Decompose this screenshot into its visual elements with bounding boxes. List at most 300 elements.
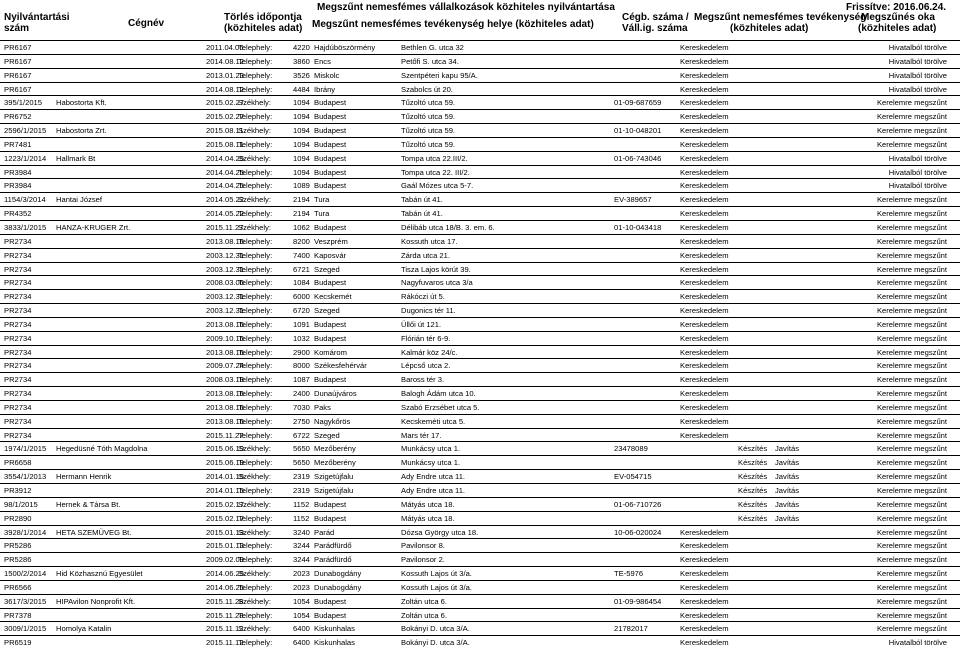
table-row xyxy=(0,358,960,372)
cell-address: Flórián tér 6-9. xyxy=(401,333,451,343)
cell-reason: Kerelemre megszűnt xyxy=(876,430,947,440)
cell-activity: Kereskedelem xyxy=(680,306,729,316)
cell-reason: Hivatalból törölve xyxy=(888,153,947,163)
cell-reason: Kerelemre megszűnt xyxy=(876,195,947,205)
cell-address: Tűzoltó utca 59. xyxy=(401,139,456,149)
cell-reason: Kerelemre megszűnt xyxy=(876,375,947,385)
cell-zip: 2750 xyxy=(293,416,310,426)
cell-id: PR3912 xyxy=(4,486,32,495)
table-row xyxy=(0,594,960,608)
cell-activity-repair: Javítás xyxy=(775,499,800,509)
table-row xyxy=(0,566,960,580)
cell-id: 3554/1/2013 xyxy=(4,472,47,482)
cell-zip: 1094 xyxy=(293,139,310,149)
cell-zip: 2319 xyxy=(293,486,310,495)
cell-id: PR2734 xyxy=(4,306,32,316)
cell-id: PR3984 xyxy=(4,167,32,177)
cell-reason: Hivatalból törölve xyxy=(888,43,947,52)
cell-zip: 1152 xyxy=(293,513,310,523)
cell-reason: Kerelemre megszűnt xyxy=(876,513,947,523)
cell-type: Székhely: xyxy=(238,153,271,163)
cell-city: Tura xyxy=(314,209,330,219)
table-row xyxy=(0,345,960,359)
table-row xyxy=(0,109,960,123)
cell-name: HETA SZEMÜVEG Bt. xyxy=(56,527,132,537)
cell-id: PR2734 xyxy=(4,402,32,412)
cell-date: 2014.05.22. xyxy=(206,209,247,219)
table-row xyxy=(0,123,960,137)
cell-reason: Hivatalból törölve xyxy=(888,638,947,648)
header-deletion-line2: (közhiteles adat) xyxy=(224,23,303,34)
cell-id: 1154/3/2014 xyxy=(4,195,46,205)
cell-city: Székesfehérvár xyxy=(314,361,367,371)
cell-activity: Kereskedelem xyxy=(680,375,729,385)
cell-date: 2014.06.25. xyxy=(206,569,247,579)
cell-id: PR2734 xyxy=(4,292,32,302)
cell-city: Budapest xyxy=(314,181,347,191)
cell-city: Hajdúböszörmény xyxy=(314,43,376,52)
cell-reason: Kerelemre megszűnt xyxy=(876,319,947,329)
cell-type: Székhely: xyxy=(238,569,271,579)
cell-type: Telephely: xyxy=(238,610,273,620)
cell-city: Nagykőrös xyxy=(314,416,351,426)
cell-address: Tompa utca 22.III/2. xyxy=(401,153,468,163)
cell-id: PR2734 xyxy=(4,430,32,440)
cell-reason: Kerelemre megszűnt xyxy=(876,222,947,232)
cell-activity: Kereskedelem xyxy=(680,112,729,122)
cell-activity: Kereskedelem xyxy=(680,555,729,565)
cell-zip: 2023 xyxy=(293,582,310,592)
cell-activity-making: Készítés xyxy=(738,472,768,482)
cell-reason: Kerelemre megszűnt xyxy=(876,472,947,482)
cell-type: Telephely: xyxy=(238,582,273,592)
cell-reg-number: 01-10-043418 xyxy=(614,222,662,232)
cell-reason: Kerelemre megszűnt xyxy=(876,333,947,343)
cell-reason: Kerelemre megszűnt xyxy=(876,361,947,371)
cell-address: Bokányi D. utca 3/A. xyxy=(401,624,470,634)
cell-id: PR6167 xyxy=(4,70,32,80)
cell-address: Délibáb utca 18/B. 3. em. 6. xyxy=(401,222,495,232)
cell-city: Mezőberény xyxy=(314,444,356,454)
cell-date: 2003.12.31. xyxy=(206,264,247,274)
cell-type: Székhely: xyxy=(238,98,271,108)
cell-zip: 2194 xyxy=(293,209,310,219)
table-row xyxy=(0,400,960,414)
cell-id: PR2734 xyxy=(4,347,32,357)
cell-reg-number: 10-06-020024 xyxy=(614,527,662,537)
cell-activity: Kereskedelem xyxy=(680,541,729,551)
table-row xyxy=(0,151,960,165)
cell-activity: Kereskedelem xyxy=(680,624,729,634)
cell-address: Ady Endre utca 11. xyxy=(401,472,466,482)
cell-activity-repair: Javítás xyxy=(775,472,800,482)
cell-city: Budapest xyxy=(314,499,347,509)
table-row xyxy=(0,441,960,455)
cell-zip: 8200 xyxy=(293,236,310,246)
cell-type: Telephely: xyxy=(238,278,273,288)
cell-address: Pavilonsor 2. xyxy=(401,555,445,565)
cell-date: 2015.02.27. xyxy=(206,112,247,122)
cell-zip: 1032 xyxy=(293,333,310,343)
cell-city: Mezőberény xyxy=(314,458,356,468)
cell-address: Rákóczi út 5. xyxy=(401,292,445,302)
cell-city: Parád xyxy=(314,527,335,537)
cell-zip: 5650 xyxy=(293,444,310,454)
table-row xyxy=(0,455,960,469)
cell-date: 2014.06.25. xyxy=(206,582,247,592)
cell-activity-making: Készítés xyxy=(738,486,768,495)
cell-type: Telephely: xyxy=(238,167,273,177)
cell-city: Dunaújváros xyxy=(314,389,357,399)
cell-date: 2015.11.27. xyxy=(206,222,246,232)
table-row xyxy=(0,608,960,622)
table-row xyxy=(0,262,960,276)
cell-date: 2009.07.24. xyxy=(206,361,247,371)
header-reg-line1: Cégb. száma / xyxy=(622,12,689,23)
cell-zip: 1094 xyxy=(293,112,310,122)
cell-activity: Kereskedelem xyxy=(680,209,729,219)
cell-address: Zoltán utca 6. xyxy=(401,610,448,620)
cell-zip: 3244 xyxy=(293,555,310,565)
cell-type: Telephely: xyxy=(238,430,273,440)
cell-reason: Kerelemre megszűnt xyxy=(876,555,947,565)
cell-city: Budapest xyxy=(314,278,347,288)
updated-date: Frissítve: 2016.06.24. xyxy=(846,2,947,13)
cell-reason: Hivatalból törölve xyxy=(888,84,947,94)
cell-activity: Kereskedelem xyxy=(680,416,729,426)
cell-zip: 2900 xyxy=(293,347,310,357)
cell-activity: Kereskedelem xyxy=(680,610,729,620)
cell-date: 2003.12.31. xyxy=(206,292,247,302)
cell-date: 2014.04.25. xyxy=(206,153,247,163)
cell-address: Bethlen G. utca 32 xyxy=(401,43,464,52)
cell-date: 2008.03.18. xyxy=(206,375,247,385)
cell-date: 2015.11.12. xyxy=(206,638,246,648)
cell-type: Telephely: xyxy=(238,458,273,468)
cell-activity: Kereskedelem xyxy=(680,181,729,191)
cell-reason: Hivatalból törölve xyxy=(888,70,947,80)
cell-city: Budapest xyxy=(314,98,347,108)
cell-zip: 6400 xyxy=(293,624,310,634)
cell-date: 2015.11.27. xyxy=(206,430,246,440)
cell-type: Telephely: xyxy=(238,375,273,385)
cell-address: Balogh Ádám utca 10. xyxy=(401,389,476,399)
cell-address: Mátyás utca 18. xyxy=(401,513,455,523)
table-row xyxy=(0,552,960,566)
cell-zip: 1094 xyxy=(293,126,310,136)
cell-city: Parádfürdő xyxy=(314,541,352,551)
table-row xyxy=(0,82,960,96)
cell-address: Petőfi S. utca 34. xyxy=(401,56,459,66)
cell-zip: 1062 xyxy=(293,222,310,232)
cell-type: Telephely: xyxy=(238,402,273,412)
cell-address: Tabán út 41. xyxy=(401,195,443,205)
cell-zip: 1091 xyxy=(293,319,310,329)
cell-id: PR7378 xyxy=(4,610,32,620)
cell-zip: 3860 xyxy=(293,56,310,66)
cell-city: Tura xyxy=(314,195,330,205)
cell-reason: Kerelemre megszűnt xyxy=(876,98,947,108)
cell-city: Kiskunhalas xyxy=(314,638,355,648)
cell-date: 2013.08.16. xyxy=(206,236,247,246)
cell-address: Pavilonsor 8. xyxy=(401,541,445,551)
cell-type: Telephely: xyxy=(238,347,273,357)
cell-reason: Kerelemre megszűnt xyxy=(876,389,947,399)
cell-type: Telephely: xyxy=(238,292,273,302)
cell-date: 2009.02.09. xyxy=(206,555,247,565)
header-deletion-line1: Törlés időpontja xyxy=(224,12,302,23)
cell-address: Szabó Erzsébet utca 5. xyxy=(401,402,480,412)
cell-id: PR4352 xyxy=(4,209,32,219)
cell-zip: 3240 xyxy=(293,527,310,537)
cell-name: Hallmark Bt xyxy=(56,153,96,163)
cell-address: Tűzoltó utca 59. xyxy=(401,126,456,136)
cell-reason: Kerelemre megszűnt xyxy=(876,444,947,454)
cell-reason: Kerelemre megszűnt xyxy=(876,596,947,606)
cell-activity: Kereskedelem xyxy=(680,319,729,329)
cell-activity: Kereskedelem xyxy=(680,98,729,108)
cell-type: Telephely: xyxy=(238,333,273,343)
cell-city: Budapest xyxy=(314,596,347,606)
table-row xyxy=(0,386,960,400)
cell-activity: Kereskedelem xyxy=(680,569,729,579)
cell-reason: Kerelemre megszűnt xyxy=(876,306,947,316)
table-row xyxy=(0,248,960,262)
table-row xyxy=(0,580,960,594)
cell-city: Dunabogdány xyxy=(314,569,362,579)
cell-type: Székhely: xyxy=(238,472,271,482)
cell-city: Szeged xyxy=(314,430,340,440)
cell-address: Mars tér 17. xyxy=(401,430,442,440)
cell-activity-making: Készítés xyxy=(738,499,768,509)
cell-date: 2014.01.15. xyxy=(206,472,247,482)
cell-city: Budapest xyxy=(314,139,347,149)
cell-activity: Kereskedelem xyxy=(680,84,729,94)
cell-date: 2013.08.16. xyxy=(206,347,247,357)
cell-date: 2011.04.06. xyxy=(206,43,246,52)
table-row xyxy=(0,621,960,635)
cell-reg-number: 01-09-687659 xyxy=(614,98,662,108)
table-row xyxy=(0,206,960,220)
cell-name: Hegedüsné Tóth Magdolna xyxy=(56,444,148,454)
table-row xyxy=(0,95,960,109)
cell-date: 2015.11.12. xyxy=(206,624,246,634)
cell-id: PR6167 xyxy=(4,43,32,52)
cell-city: Kaposvár xyxy=(314,250,347,260)
cell-activity: Kereskedelem xyxy=(680,292,729,302)
cell-name: Hid Közhasznú Egyesület xyxy=(56,569,143,579)
cell-id: PR6519 xyxy=(4,638,32,648)
cell-id: 395/1/2015 xyxy=(4,98,43,108)
table-row xyxy=(0,372,960,386)
cell-type: Telephely: xyxy=(238,181,273,191)
cell-city: Budapest xyxy=(314,375,347,385)
cell-reason: Kerelemre megszűnt xyxy=(876,624,947,634)
cell-activity-repair: Javítás xyxy=(775,513,800,523)
cell-activity: Kereskedelem xyxy=(680,361,729,371)
cell-id: PR7481 xyxy=(4,139,32,149)
cell-activity: Kereskedelem xyxy=(680,43,729,52)
cell-id: PR5286 xyxy=(4,541,32,551)
cell-date: 2015.06.19. xyxy=(206,458,247,468)
table-body xyxy=(0,40,960,649)
cell-address: Kalmár köz 24/c. xyxy=(401,347,458,357)
cell-reason: Kerelemre megszűnt xyxy=(876,209,947,219)
cell-reason: Kerelemre megszűnt xyxy=(876,458,947,468)
header-activity-line1: Megszűnt nemesfémes tevékenység xyxy=(694,12,867,23)
cell-address: Munkácsy utca 1. xyxy=(401,444,461,454)
cell-activity: Kereskedelem xyxy=(680,126,729,136)
cell-zip: 6400 xyxy=(293,638,310,648)
cell-type: Telephely: xyxy=(238,486,273,495)
cell-zip: 2023 xyxy=(293,569,310,579)
header-id-line1: Nyilvántartási xyxy=(4,12,70,23)
cell-name: Hernek & Társa Bt. xyxy=(56,499,121,509)
cell-reason: Kerelemre megszűnt xyxy=(876,112,947,122)
cell-zip: 1054 xyxy=(293,610,310,620)
cell-activity: Kereskedelem xyxy=(680,638,729,648)
table-row xyxy=(0,511,960,525)
cell-id: 3833/1/2015 xyxy=(4,222,47,232)
cell-zip: 7400 xyxy=(293,250,310,260)
cell-type: Székhely: xyxy=(238,444,271,454)
cell-address: Lépcső utca 2. xyxy=(401,361,451,371)
cell-reason: Hivatalból törölve xyxy=(888,56,947,66)
cell-address: Dugonics tér 11. xyxy=(401,306,456,316)
cell-id: 3928/1/2014 xyxy=(4,527,47,537)
cell-zip: 3244 xyxy=(293,541,310,551)
table-row xyxy=(0,234,960,248)
cell-city: Budapest xyxy=(314,610,347,620)
cell-address: Kossuth Lajos út 3/a. xyxy=(401,582,472,592)
cell-type: Telephely: xyxy=(238,43,273,52)
table-row xyxy=(0,40,960,54)
cell-activity: Kereskedelem xyxy=(680,402,729,412)
cell-date: 2003.12.31. xyxy=(206,306,247,316)
header-reason-line1: Megszűnés oka xyxy=(861,12,935,23)
cell-date: 2015.02.17. xyxy=(206,513,247,523)
cell-address: Baross tér 3. xyxy=(401,375,445,385)
cell-city: Dunabogdány xyxy=(314,582,362,592)
cell-type: Telephely: xyxy=(238,70,273,80)
cell-address: Tisza Lajos körút 39. xyxy=(401,264,471,274)
cell-date: 2014.08.12. xyxy=(206,84,247,94)
cell-activity-making: Készítés xyxy=(738,458,768,468)
cell-reason: Kerelemre megszűnt xyxy=(876,236,947,246)
cell-address: Tompa utca 22. III/2. xyxy=(401,167,470,177)
cell-address: Gaál Mózes utca 5-7. xyxy=(401,181,474,191)
cell-reason: Kerelemre megszűnt xyxy=(876,264,947,274)
cell-reason: Kerelemre megszűnt xyxy=(876,499,947,509)
cell-city: Komárom xyxy=(314,347,347,357)
cell-reg-number: TE-5976 xyxy=(614,569,644,579)
cell-type: Telephely: xyxy=(238,112,273,122)
table-row xyxy=(0,331,960,345)
cell-city: Szeged xyxy=(314,264,340,274)
cell-activity: Kereskedelem xyxy=(680,195,729,205)
cell-date: 2014.04.25. xyxy=(206,167,247,177)
cell-name: Hermann Henrik xyxy=(56,472,112,482)
cell-city: Szigetújfalu xyxy=(314,486,354,495)
cell-city: Szigetújfalu xyxy=(314,472,354,482)
cell-city: Budapest xyxy=(314,333,347,343)
cell-reason: Kerelemre megszűnt xyxy=(876,569,947,579)
cell-address: Munkácsy utca 1. xyxy=(401,458,461,468)
cell-id: PR2734 xyxy=(4,250,32,260)
cell-id: PR2734 xyxy=(4,278,32,288)
cell-date: 2014.08.12. xyxy=(206,56,247,66)
cell-id: 98/1/2015 xyxy=(4,499,38,509)
cell-id: PR2734 xyxy=(4,236,32,246)
cell-city: Budapest xyxy=(314,513,347,523)
cell-city: Paks xyxy=(314,402,331,412)
cell-reg-number: EV-054715 xyxy=(614,472,652,482)
cell-reason: Kerelemre megszűnt xyxy=(876,610,947,620)
cell-city: Kecskemét xyxy=(314,292,352,302)
cell-reg-number: EV-389657 xyxy=(614,195,652,205)
table-row xyxy=(0,165,960,179)
cell-reason: Kerelemre megszűnt xyxy=(876,347,947,357)
header-company-name: Cégnév xyxy=(128,18,165,29)
cell-id: 2596/1/2015 xyxy=(4,126,47,136)
cell-zip: 1152 xyxy=(293,499,310,509)
cell-date: 2014.01.15. xyxy=(206,486,247,495)
table-row xyxy=(0,635,960,649)
cell-date: 2013.08.16. xyxy=(206,389,247,399)
cell-reason: Hivatalból törölve xyxy=(888,181,947,191)
cell-id: 3617/3/2015 xyxy=(4,596,47,606)
cell-id: PR5286 xyxy=(4,555,32,565)
table-row xyxy=(0,428,960,442)
cell-id: PR6752 xyxy=(4,112,32,122)
cell-address: Bokányi D. utca 3/A. xyxy=(401,638,470,648)
table-row xyxy=(0,483,960,497)
table-row xyxy=(0,469,960,483)
header-place: Megszűnt nemesfémes tevékenység helye (közhiteles adat) xyxy=(312,19,594,30)
cell-zip: 7030 xyxy=(293,402,310,412)
cell-date: 2015.08.11. xyxy=(206,126,246,136)
cell-activity: Kereskedelem xyxy=(680,582,729,592)
cell-reg-number: 01-10-048201 xyxy=(614,126,662,136)
cell-activity: Kereskedelem xyxy=(680,222,729,232)
cell-reason: Kerelemre megszűnt xyxy=(876,292,947,302)
cell-activity-making: Készítés xyxy=(738,513,768,523)
cell-date: 2013.01.23. xyxy=(206,70,247,80)
cell-city: Budapest xyxy=(314,112,347,122)
cell-id: PR2890 xyxy=(4,513,32,523)
cell-name: Habostorta Zrt. xyxy=(56,126,107,136)
table-row xyxy=(0,303,960,317)
header-reg-line2: Váll.ig. száma xyxy=(622,23,688,34)
cell-date: 2008.03.06. xyxy=(206,278,247,288)
cell-id: 1223/1/2014 xyxy=(4,153,47,163)
cell-address: Dózsa György utca 18. xyxy=(401,527,479,537)
cell-type: Székhely: xyxy=(238,222,271,232)
cell-type: Székhely: xyxy=(238,195,271,205)
cell-name: HANZA-KRUGER Zrt. xyxy=(56,222,131,232)
cell-date: 2013.08.16. xyxy=(206,402,247,412)
cell-reason: Kerelemre megszűnt xyxy=(876,402,947,412)
cell-id: PR2734 xyxy=(4,389,32,399)
cell-activity: Kereskedelem xyxy=(680,264,729,274)
cell-city: Veszprém xyxy=(314,236,348,246)
cell-zip: 6720 xyxy=(293,306,310,316)
cell-type: Székhely: xyxy=(238,527,271,537)
cell-zip: 2319 xyxy=(293,472,310,482)
cell-activity: Kereskedelem xyxy=(680,430,729,440)
cell-address: Kossuth utca 17. xyxy=(401,236,458,246)
table-row xyxy=(0,178,960,192)
